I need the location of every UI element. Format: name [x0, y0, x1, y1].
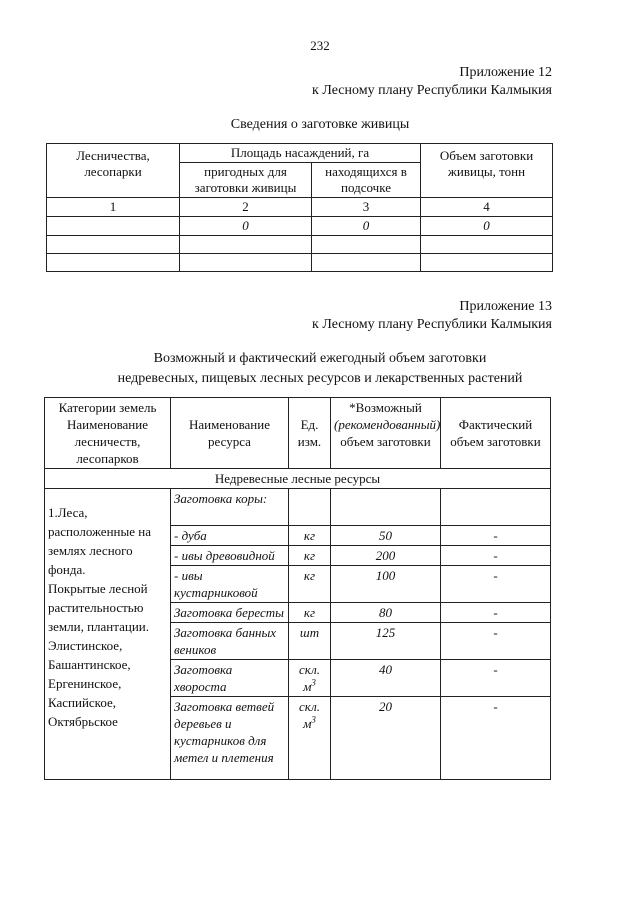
unit-cell: [289, 489, 331, 526]
table-row: [45, 489, 551, 526]
header-area: Площадь насаждений, га: [180, 144, 421, 163]
header-suitable: пригодных для заготовки живицы: [180, 163, 312, 198]
possible-volume-cell: 50: [331, 526, 441, 546]
table-cell: [180, 236, 312, 254]
resource-cell: - дуба: [171, 526, 289, 546]
possible-volume-cell: 100: [331, 566, 441, 603]
resource-cell: - ивы кустарниковой: [171, 566, 289, 603]
land-category-line: Покрытые лесной растительностью земли, плантации.: [48, 581, 149, 634]
resource-cell: - ивы древовидной: [171, 546, 289, 566]
appendix-13-subtitle: к Лесному плану Республики Калмыкия: [312, 317, 552, 332]
land-category-line: Элистинское, Башантинское, Ергенинское, Каспийское, Октябрьское: [48, 638, 131, 729]
appendix-13-heading: [312, 298, 552, 334]
actual-volume-cell: -: [441, 623, 551, 660]
unit-text: скл. м: [298, 662, 321, 694]
resource-cell: Заготовка ветвей деревьев и кустарников для метел и плетения: [171, 697, 289, 780]
table-row: [47, 217, 553, 236]
resource-cell: Заготовка хвороста: [171, 660, 289, 697]
header-forestry: Лесничества, лесопарки: [47, 144, 180, 198]
header-unit: Ед. изм.: [289, 398, 331, 469]
actual-volume-cell: -: [441, 546, 551, 566]
table-cell: [180, 254, 312, 272]
column-number: 4: [421, 198, 553, 217]
section-row: [45, 469, 551, 489]
unit-cell: кг: [289, 526, 331, 546]
possible-volume-cell: 80: [331, 603, 441, 623]
unit-cell: [289, 697, 331, 780]
header-actual: Фактический объем заготовки: [441, 398, 551, 469]
unit-cell: шт: [289, 623, 331, 660]
possible-volume-cell: [331, 489, 441, 526]
table-cell: 0: [312, 217, 421, 236]
header-categories: Категории земель Наименование лесничеств, лесопарков: [45, 398, 171, 469]
actual-volume-cell: -: [441, 697, 551, 780]
unit-superscript: 3: [311, 677, 316, 688]
actual-volume-cell: [441, 489, 551, 526]
table-cell: [312, 254, 421, 272]
page-number: 232: [310, 38, 330, 53]
header-possible-part: объем заготовки: [340, 434, 431, 449]
appendix-12-number: Приложение 12: [459, 65, 552, 80]
possible-volume-cell: 40: [331, 660, 441, 697]
column-number: 1: [47, 198, 180, 217]
appendix-13-number: Приложение 13: [459, 299, 552, 314]
header-volume: Объем заготовки живицы, тонн: [421, 144, 553, 198]
header-tapping: находящихся в подсочке: [312, 163, 421, 198]
land-category-line: 1.Леса, расположенные на землях лесного фонда.: [48, 505, 151, 577]
resource-cell: Заготовка коры:: [171, 489, 289, 526]
unit-cell: кг: [289, 566, 331, 603]
actual-volume-cell: -: [441, 603, 551, 623]
appendix-12-subtitle: к Лесному плану Республики Калмыкия: [312, 83, 552, 98]
unit-superscript: 3: [311, 714, 316, 725]
possible-volume-cell: 20: [331, 697, 441, 780]
resource-cell: Заготовка бересты: [171, 603, 289, 623]
table-row: [47, 236, 553, 254]
appendix-12-heading: [312, 64, 552, 100]
unit-text: скл. м: [298, 699, 321, 731]
table-header-row: [47, 144, 553, 163]
section-title: Недревесные лесные ресурсы: [45, 469, 551, 489]
header-possible-part: (рекомендованный): [334, 417, 441, 432]
header-resource: Наименование ресурса: [171, 398, 289, 469]
table-cell: 0: [180, 217, 312, 236]
table-cell: [47, 236, 180, 254]
actual-volume-cell: -: [441, 566, 551, 603]
table-cell: [47, 217, 180, 236]
unit-cell: кг: [289, 546, 331, 566]
table-cell: [47, 254, 180, 272]
actual-volume-cell: -: [441, 526, 551, 546]
table-cell: [421, 254, 553, 272]
land-category-cell: [45, 489, 171, 780]
forest-resources-table: [44, 397, 551, 780]
table-2-title: [0, 349, 640, 389]
table-row: [47, 254, 553, 272]
unit-cell: [289, 660, 331, 697]
header-possible-part: *Возможный: [349, 400, 422, 415]
actual-volume-cell: -: [441, 660, 551, 697]
table-header-row: [45, 398, 551, 469]
column-number: 3: [312, 198, 421, 217]
header-possible: [331, 398, 441, 469]
resource-cell: Заготовка банных веников: [171, 623, 289, 660]
resin-harvest-table: [46, 143, 553, 272]
column-number: 2: [180, 198, 312, 217]
unit-cell: кг: [289, 603, 331, 623]
column-number-row: [47, 198, 553, 217]
table-1-title: Сведения о заготовке живицы: [230, 117, 410, 132]
table-2-title-line-2: недревесных, пищевых лесных ресурсов и лекарственных растений: [117, 371, 523, 386]
possible-volume-cell: 200: [331, 546, 441, 566]
table-cell: [312, 236, 421, 254]
possible-volume-cell: 125: [331, 623, 441, 660]
table-2-title-line-1: Возможный и фактический ежегодный объем заготовки: [153, 351, 487, 366]
table-cell: 0: [421, 217, 553, 236]
table-cell: [421, 236, 553, 254]
